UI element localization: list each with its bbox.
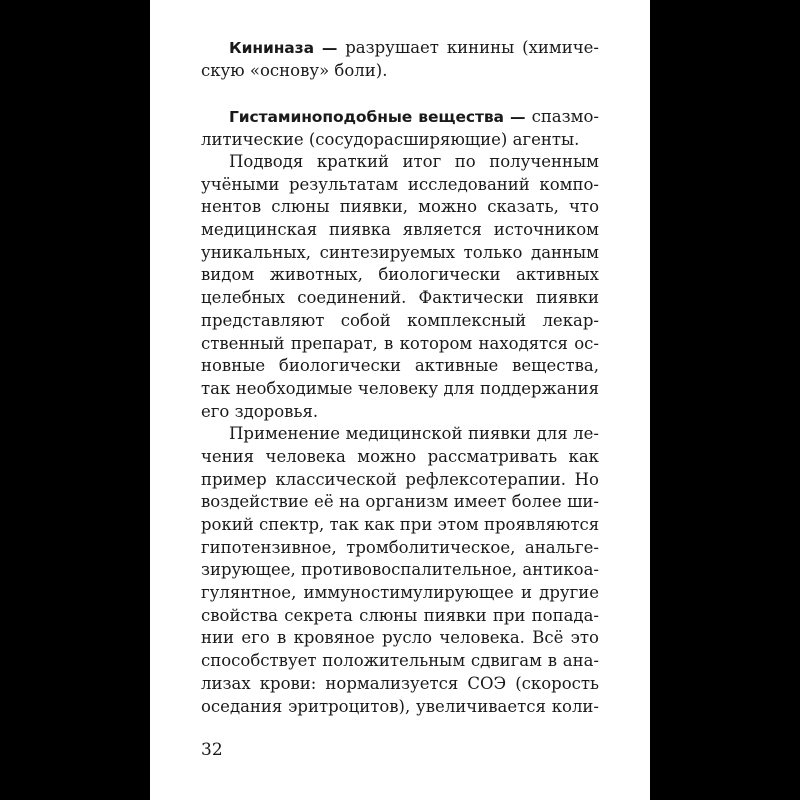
text-line: воздействие её на организм имеет более ши- <box>201 492 599 512</box>
paragraph-summary <box>201 151 599 423</box>
text-line: гулянтное, иммуностимулирующее и другие <box>201 583 599 603</box>
text-line: целебных соединений. Фактически пиявки <box>201 288 599 308</box>
text-line: новные биологически активные вещества, <box>201 356 599 376</box>
text-line <box>201 37 599 60</box>
text-line: уникальных, синтезируемых только данным <box>201 242 599 262</box>
text-line: литические (сосудорасширяющие) агенты. <box>201 129 580 149</box>
text-line: Подводя краткий итог по полученным <box>229 152 599 171</box>
page-number: 32 <box>201 740 223 760</box>
text-line: медицинская пиявка является источником <box>201 220 599 240</box>
text-line: способствует положительным сдвигам в ана- <box>201 651 599 671</box>
paragraph-application <box>201 423 599 718</box>
text-line: так необходимые человеку для поддержания <box>201 378 599 398</box>
text-line: свойства секрета слюны пиявки при попада- <box>201 605 599 625</box>
term-kininase: Кининаза — <box>229 39 338 57</box>
text-line: нентов слюны пиявки, можно сказать, что <box>201 197 599 217</box>
definition-kininase <box>201 37 599 82</box>
text-line: оседания эритроцитов), увеличивается коли- <box>201 696 599 716</box>
definition-histamine-like <box>201 106 599 151</box>
text-line: учёными результатам исследований компо- <box>201 174 599 194</box>
text-line: нии его в кровяное русло человека. Всё это <box>201 628 599 648</box>
text-line: чения человека можно рассматривать как <box>201 446 599 466</box>
text-line: рокий спектр, так как при этом проявляются <box>201 515 600 534</box>
text-line: зирующее, противовоспалительное, антикоа- <box>201 560 599 580</box>
text-line: ственный препарат, в котором находятся ос- <box>201 333 599 353</box>
text-line: гипотензивное, тромболитическое, анальге- <box>201 537 599 557</box>
definition-text: разрушает кинины (химиче- <box>337 38 599 57</box>
text-line <box>201 106 599 129</box>
text-line: видом животных, биологически активных <box>201 265 599 285</box>
text-line: Применение медицинской пиявки для ле- <box>229 424 599 444</box>
text-line: пример классической рефлексотерапии. Но <box>201 469 599 489</box>
text-line: скую «основу» боли). <box>201 60 388 80</box>
text-line: его здоровья. <box>201 401 319 421</box>
term-histamine-like: Гистаминоподобные вещества — <box>229 108 526 126</box>
definition-text: спазмо- <box>525 107 599 126</box>
book-page <box>150 0 650 800</box>
text-line: представляют собой комплексный лекар- <box>201 310 599 330</box>
body-text <box>201 151 599 718</box>
text-line: лизах крови: нормализуется СОЭ (скорость <box>201 673 599 693</box>
